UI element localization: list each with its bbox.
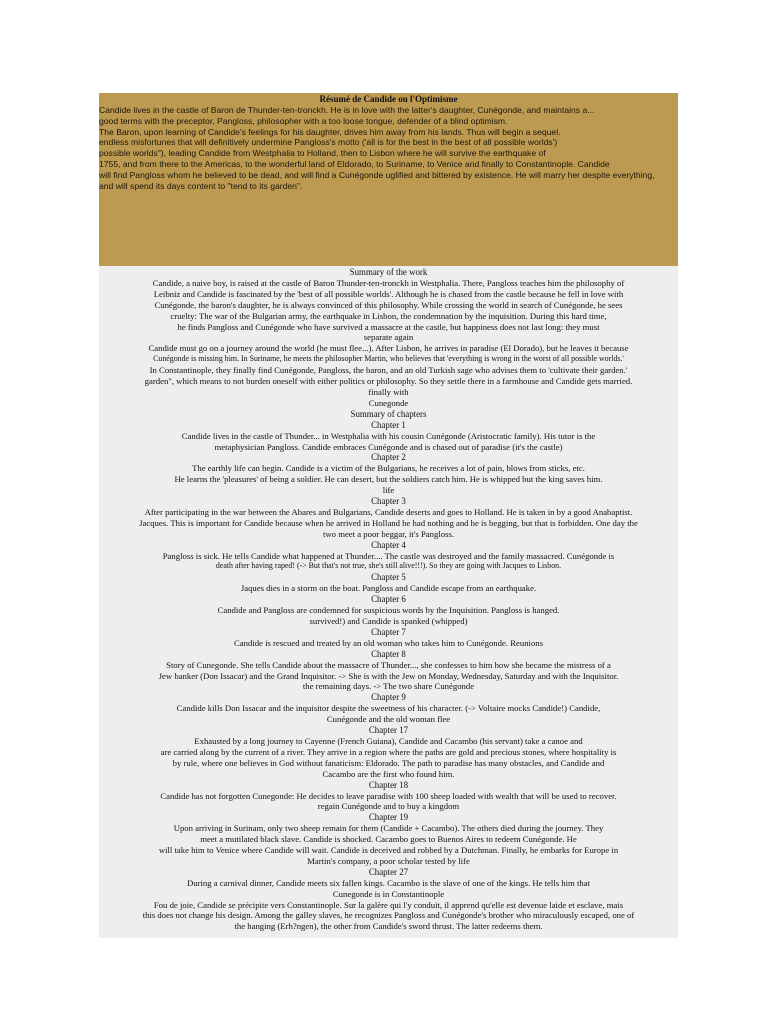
summary-line: survived!) and Candide is spanked (whipped): [309, 616, 468, 626]
summary-line: Candide, a naive boy, is raised at the castle of Baron Thunder-ten-tronckh in Westphalia. There, Pangloss teaches him the philosophy of: [152, 277, 625, 288]
summary-line: Jacques. This is important for Candide because when he arrived in Holland he had nothing and he is begging, but that is forbidden. One day the: [139, 517, 638, 528]
summary-line: the remaining days. -> The two share Cunégonde: [302, 681, 475, 692]
summary-line: are carried along by the current of a river. They arrive in a region where the paths are gold and precious stones, where hospitality is: [160, 746, 617, 757]
resume-line: The Baron, upon learning of Candide's feelings for his daughter, drives him away from his lands. Thus will begin a sequel.: [99, 126, 561, 137]
summary-line: Candide lives in the castle of Thunder... in Westphalia with his cousin Cunégonde (Aristocratic family). His tutor is the: [181, 430, 596, 441]
resume-title: Résumé de Candide ou l'Optimisme: [319, 94, 458, 104]
summary-line: Fou de joie, Candide se précipite vers Constantinople. Sur la galère qui l'y conduit, il apprend qu'elle est devenue laide et esclave, mais: [153, 899, 624, 910]
resume-line: good terms with the preceptor, Pangloss, philosopher with a too loose tongue, defender of a blind optimism.: [99, 115, 508, 126]
summary-section: [99, 266, 678, 938]
section-heading: Chapter 7: [371, 626, 406, 637]
summary-line: death after having raped! (-> But that's not true, she's still alive!!!). So they are going with Jacques to Lisbon.: [215, 561, 562, 571]
summary-line: he finds Pangloss and Cunégonde who have survived a massacre at the castle, but happiness does not last long: they must: [177, 321, 600, 332]
resume-line: and will spend its days content to "tend to its garden".: [99, 180, 303, 191]
summary-line: Jaques dies in a storm on the boat. Pangloss and Candide escape from an earthquake.: [240, 583, 537, 594]
summary-line: separate again: [363, 332, 414, 343]
section-heading: Chapter 6: [371, 594, 406, 605]
summary-line: Upon arriving in Surinam, only two sheep remain for them (Candide + Cacambo). The others died during the journey. They: [173, 823, 604, 834]
document-page: [99, 93, 678, 938]
section-heading: Chapter 18: [368, 779, 409, 790]
summary-line: The earthly life can begin. Candide is a victim of the Bulgarians, he receives a lot of pain, blows from sticks, etc.: [192, 463, 585, 474]
section-heading: Chapter 9: [371, 692, 406, 703]
summary-line: the hanging (Erh?ngen), the other from Candide's sword thrust. The latter redeems them.: [234, 921, 543, 932]
summary-line: Candide and Pangloss are condemned for suspicious words by the Inquisition. Pangloss is hanged.: [217, 605, 560, 616]
summary-line: cruelty: The war of the Bulgarian army, the earthquake in Lisbon, the condemnation by the inquisition. During this hard time,: [170, 310, 607, 321]
summary-line: meet a mutilated black slave. Candide is shocked. Cacambo goes to Buenos Aires to redeem Cunégonde. He: [200, 834, 577, 845]
resume-line: will find Pangloss whom he believed to be dead, and will find a Cunégonde uglified and bittered by existence. He will marry her despite everything,: [99, 169, 655, 180]
summary-line: Cunégonde is missing him. In Suriname, he meets the philosopher Martin, who believes that 'everything is wrong in the worst of all possible worlds.': [153, 354, 624, 364]
summary-line: Candide kills Don Issacar and the inquisitor despite the sweetness of his character. (-> Voltaire mocks Candide!) Candide,: [176, 703, 601, 714]
section-heading: Chapter 5: [371, 572, 406, 583]
summary-line: metaphysician Pangloss. Candide embraces Cunégonde and is chased out of paradise (it's the castle): [214, 441, 563, 452]
resume-body: [99, 105, 678, 191]
summary-line: Candide is rescued and treated by an old woman who takes him to Cunégonde. Reunions: [233, 637, 544, 648]
summary-line: regain Cunégonde and to buy a kingdom: [317, 801, 460, 812]
summary-line: He learns the 'pleasures' of being a soldier. He can desert, but the soldiers catch him. He is whipped but the king saves him.: [174, 474, 603, 485]
resume-line: possible worlds"), leading Candide from Westphalia to Holland, then to Lisbon where he will survive the earthquake of: [99, 148, 546, 159]
resume-line: endless misfortunes that will definitively undermine Pangloss's motto ('all is for the best in the best of all possible worlds'): [99, 137, 558, 148]
summary-line: During a carnival dinner, Candide meets six fallen kings. Cacambo is the slave of one of the kings. He tells him that: [186, 877, 591, 888]
summary-line: life: [382, 485, 395, 496]
summary-line: In Constantinople, they finally find Cunégonde, Pangloss, the baron, and an old Turkish sage who advises them to 'cultivate their garden.': [149, 365, 628, 376]
summary-line: After participating in the war between the Abares and Bulgarians, Candide deserts and goes to Holland. He is taken in by a good Anabaptist.: [144, 506, 633, 517]
summary-line: garden", which means to not burden oneself with either politics or philosophy. So they settle there in a farmhouse and Candide gets married.: [144, 376, 633, 387]
summary-line: finally with: [368, 386, 409, 397]
section-heading: Chapter 19: [368, 812, 409, 823]
resume-line: Candide lives in the castle of Baron de Thunder-ten-tronckh. He is in love with the latter's daughter, Cunégonde, and maintains a...: [99, 105, 595, 115]
summary-line: Pangloss is sick. He tells Candide what happened at Thunder.... The castle was destroyed and the family massacred. Cunégonde is: [162, 550, 615, 561]
section-heading: Summary of the work: [349, 267, 428, 277]
summary-line: Story of Cunegonde. She tells Candide about the massacre of Thunder..., she confesses to him how she became the mistress of a: [166, 659, 611, 670]
summary-line: this does not change his design. Among the galley slaves, he recognizes Pangloss and Cunégonde's brother who miraculously escaped, one of: [142, 910, 635, 921]
section-heading: Chapter 27: [368, 866, 409, 877]
resume-section: [99, 93, 678, 266]
summary-line: Candide has not forgotten Cunegonde: He decides to leave paradise with 100 sheep loaded with wealth that will be used to recover.: [160, 790, 617, 801]
section-heading: Summary of chapters: [350, 408, 427, 419]
summary-line: by rule, where one believes in God without fanaticism: Eldorado. The path to paradise has many obstacles, and Candide and: [172, 757, 605, 768]
summary-line: Exhausted by a long journey to Cayenne (French Guiana), Candide and Cacambo (his servant) take a canoe and: [194, 735, 583, 746]
summary-line: Leibniz and Candide is fascinated by the 'best of all possible worlds'. Although he is chased from the castle because he fell in love with: [153, 288, 624, 299]
section-heading: Chapter 2: [371, 452, 406, 463]
section-heading: Chapter 3: [371, 496, 406, 507]
summary-line: Cacambo are the first who found him.: [322, 768, 455, 779]
summary-line: Martin's company, a poor scholar tested by life: [307, 855, 470, 866]
summary-line: Candide must go on a journey around the world (he must flee...). After Lisbon, he arrives in paradise (El Dorado), but he leaves it because: [148, 343, 629, 354]
summary-line: will take him to Venice where Candide will wait. Candide is deceived and robbed by a Dutchman. Finally, he embarks for Europe in: [158, 845, 619, 856]
summary-line: Jew banker (Don Issacar) and the Grand Inquisitor. -> She is with the Jew on Monday, Wednesday, Saturday and with the Inquisitor.: [158, 670, 619, 681]
summary-line: Cunegonde is in Constantinople: [332, 888, 445, 899]
resume-line: 1755, and from there to the Americas, to the wonderful land of Eldorado, to Suriname, to Venice and finally to Constantinople. Candide: [99, 158, 610, 169]
summary-line: Cunégonde and the old woman flee: [326, 714, 451, 725]
section-heading: Chapter 1: [371, 419, 406, 430]
summary-line: Cunegonde: [368, 397, 409, 408]
section-heading: Chapter 4: [371, 539, 406, 550]
section-heading: Chapter 8: [371, 648, 406, 659]
summary-line: Cunégonde, the baron's daughter, he is always convinced of this philosophy. While crossing the world in search of Cunégonde, he sees: [154, 299, 623, 310]
summary-line: two meet a poor beggar, it's Pangloss.: [322, 528, 455, 539]
section-heading: Chapter 17: [368, 725, 409, 736]
